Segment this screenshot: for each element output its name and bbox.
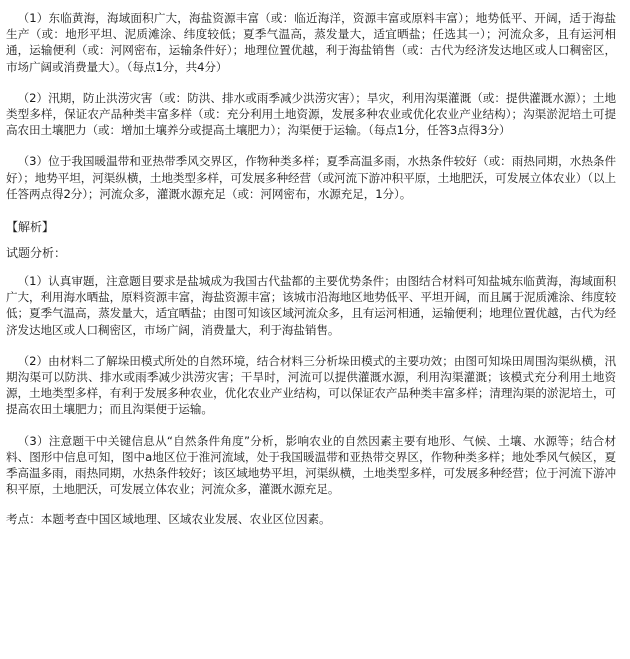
analysis-subheading: 试题分析：	[6, 246, 67, 261]
analysis-heading: 【解析】	[6, 220, 55, 235]
answer-paragraph-1: （1）东临黄海，海域面积广大，海盐资源丰富（或：临近海洋，资源丰富或原料丰富）；地势低平、开阔，适于海盐生产（或：地形平坦、泥质滩涂、纬度较低；夏季气温高，蒸发量大，适宜晒盐；任选其一）；河流众多，且有运河相通，运输便利（或：河网密布，运输条件好）；地理位置优越，利于海盐销售（或：古代为经济发达地区或人口稠密区，市场广阔或消费量大）。（每点1分，共4分）	[6, 11, 616, 74]
analysis-paragraph-2: （2）由材料二了解垛田模式所处的自然环境，结合材料三分析垛田模式的主要功效；由图可知垛田周围沟渠纵横，汛期沟渠可以防洪、排水或雨季减少洪涝灾害；干旱时，河流可以提供灌溉水源，利用沟渠灌溉；该模式充分利用土地资源，土地类型多样，有利于发展多种农业，优化农业产业结构，可以保证农产品种类丰富多样；清理沟渠的淤泥培土，可提高农田土壤肥力；而且沟渠便于运输。	[6, 353, 616, 417]
spacer	[6, 418, 616, 433]
spacer	[6, 338, 616, 353]
answer-section	[6, 10, 616, 202]
analysis-paragraph-1: （1）认真审题，注意题目要求是盐城成为我国古代盐都的主要优势条件；由图结合材料可知盐城东临黄海，海域面积广大，利用海水晒盐，原料资源丰富，海盐资源丰富；该城市沿海地区地势低平、平坦开阔，而且属于泥质滩涂、纬度较低；夏季气温高，蒸发量大，适宜晒盐；由图可知该区域河流众多，且有运河相通，运输便利；地理位置优越，古代为经济发达地区或人口稠密区，市场广阔，消费量大，利于海盐销售。	[6, 274, 616, 337]
answer-paragraph-3: （3）位于我国暖温带和亚热带季风交界区，作物种类多样；夏季高温多雨，水热条件较好（或：雨热同期，水热条件好）；地势平坦，河渠纵横，土地类型多样，可发展多种经营（或河流下游冲积平原，土地肥沃，可发展立体农业）（以上任答两点得2分）；河流众多，灌溉水源充足（或：河网密布，水源充足，1分）。	[6, 154, 616, 201]
analysis-section	[6, 219, 616, 497]
spacer	[6, 75, 616, 90]
spacer	[6, 138, 616, 153]
spacer	[6, 202, 616, 217]
spacer	[6, 261, 616, 273]
analysis-paragraph-3: （3）注意题干中关键信息从“自然条件角度”分析，影响农业的自然因素主要有地形、气候、土壤、水源等；结合材料、图形中信息可知，图中a地区位于淮河流域，处于我国暖温带和亚热带交界区，作物种类多样；地处季风气候区，夏季高温多雨，雨热同期，水热条件较好；该区域地势平坦，河渠纵横，土地类型多样，可发展多种经营；位于河流下游冲积平原，土地肥沃，可发展立体农业；河流众多，灌溉水源充足。	[6, 433, 616, 497]
answer-paragraph-2: （2）汛期，防止洪涝灾害（或：防洪、排水或雨季减少洪涝灾害）；旱灾，利用沟渠灌溉（或：提供灌溉水源）；土地类型多样，保证农产品种类丰富多样（或：充分利用土地资源，发展多种农业或优化农业产业结构）；沟渠淤泥培土可提高农田土壤肥力（或：增加土壤养分或提高土壤肥力）；沟渠便于运输。（每点1分，任答3点得3分）	[6, 90, 616, 138]
exam-point: 考点：本题考查中国区域地理、区域农业发展、农业区位因素。	[6, 512, 331, 527]
